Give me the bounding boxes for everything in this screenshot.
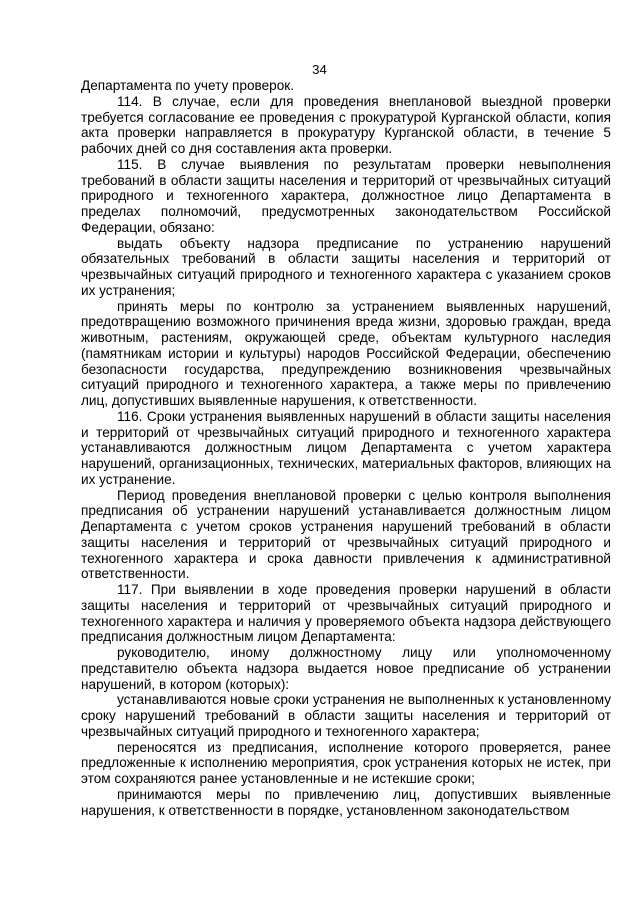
- paragraph: 115. В случае выявления по результатам проверки невыполнения требований в области защиты населения и территорий от чрезвычайных ситуаций природного и техногенного характера, должностное лицо Департамента в пределах полномочий, предусмотренных законодательством Российской Федерации, обязано:: [81, 156, 611, 235]
- paragraph: принимаются меры по привлечению лиц, допустивших выявленные нарушения, к ответственности в порядке, установленном законодательством: [81, 786, 611, 818]
- paragraph: переносятся из предписания, исполнение которого проверяется, ранее предложенные к исполнению мероприятия, срок устранения которых не истек, при этом сохраняются ранее установленные и не истекшие сроки;: [81, 739, 611, 786]
- page-number: 34: [312, 62, 327, 77]
- paragraph: Период проведения внеплановой проверки с целью контроля выполнения предписания об устранении нарушений устанавливается должностным лицом Департамента с учетом сроков устранения нарушений требований в области защиты населения и территорий от чрезвычайных ситуаций природного и техногенного характера и срока давности привлечения к административной ответственности.: [81, 487, 611, 582]
- document-text: [81, 78, 611, 818]
- paragraph: 114. В случае, если для проведения внеплановой выездной проверки требуется согласование ее проведения с прокуратурой Курганской области, копия акта проверки направляется в прокуратуру Курганской области, в течение 5 рабочих дней со дня составления акта проверки.: [81, 93, 611, 156]
- paragraph: 117. При выявлении в ходе проведения проверки нарушений в области защиты населения и территорий от чрезвычайных ситуаций природного и техногенного характера и наличия у проверяемого объекта надзора действующего предписания должностным лицом Департамента:: [81, 582, 611, 645]
- paragraph: устанавливаются новые сроки устранения не выполненных к установленному сроку нарушений требований в области защиты населения и территорий от чрезвычайных ситуаций природного и техногенного характера;: [81, 692, 611, 739]
- paragraph: руководителю, иному должностному лицу или уполномоченному представителю объекта надзора выдается новое предписание об устранении нарушений, в котором (которых):: [81, 645, 611, 692]
- paragraph: принять меры по контролю за устранением выявленных нарушений, предотвращению возможного причинения вреда жизни, здоровью граждан, вреда животным, растениям, окружающей среде, объектам культурного наследия (памятникам истории и культуры) народов Российской Федерации, обеспечению безопасности государства, предупреждению возникновения чрезвычайных ситуаций природного и техногенного характера, а также меры по привлечению лиц, допустивших выявленные нарушения, к ответственности.: [81, 298, 611, 408]
- paragraph: выдать объекту надзора предписание по устранению нарушений обязательных требований в области защиты населения и территорий от чрезвычайных ситуаций природного и техногенного характера с указанием сроков их устранения;: [81, 235, 611, 298]
- paragraph: Департамента по учету проверок.: [81, 78, 294, 93]
- paragraph: 116. Сроки устранения выявленных нарушений в области защиты населения и территорий от чрезвычайных ситуаций природного и техногенного характера устанавливаются должностным лицом Департамента с учетом характера нарушений, организационных, технических, материальных факторов, влияющих на их устранение.: [81, 408, 611, 487]
